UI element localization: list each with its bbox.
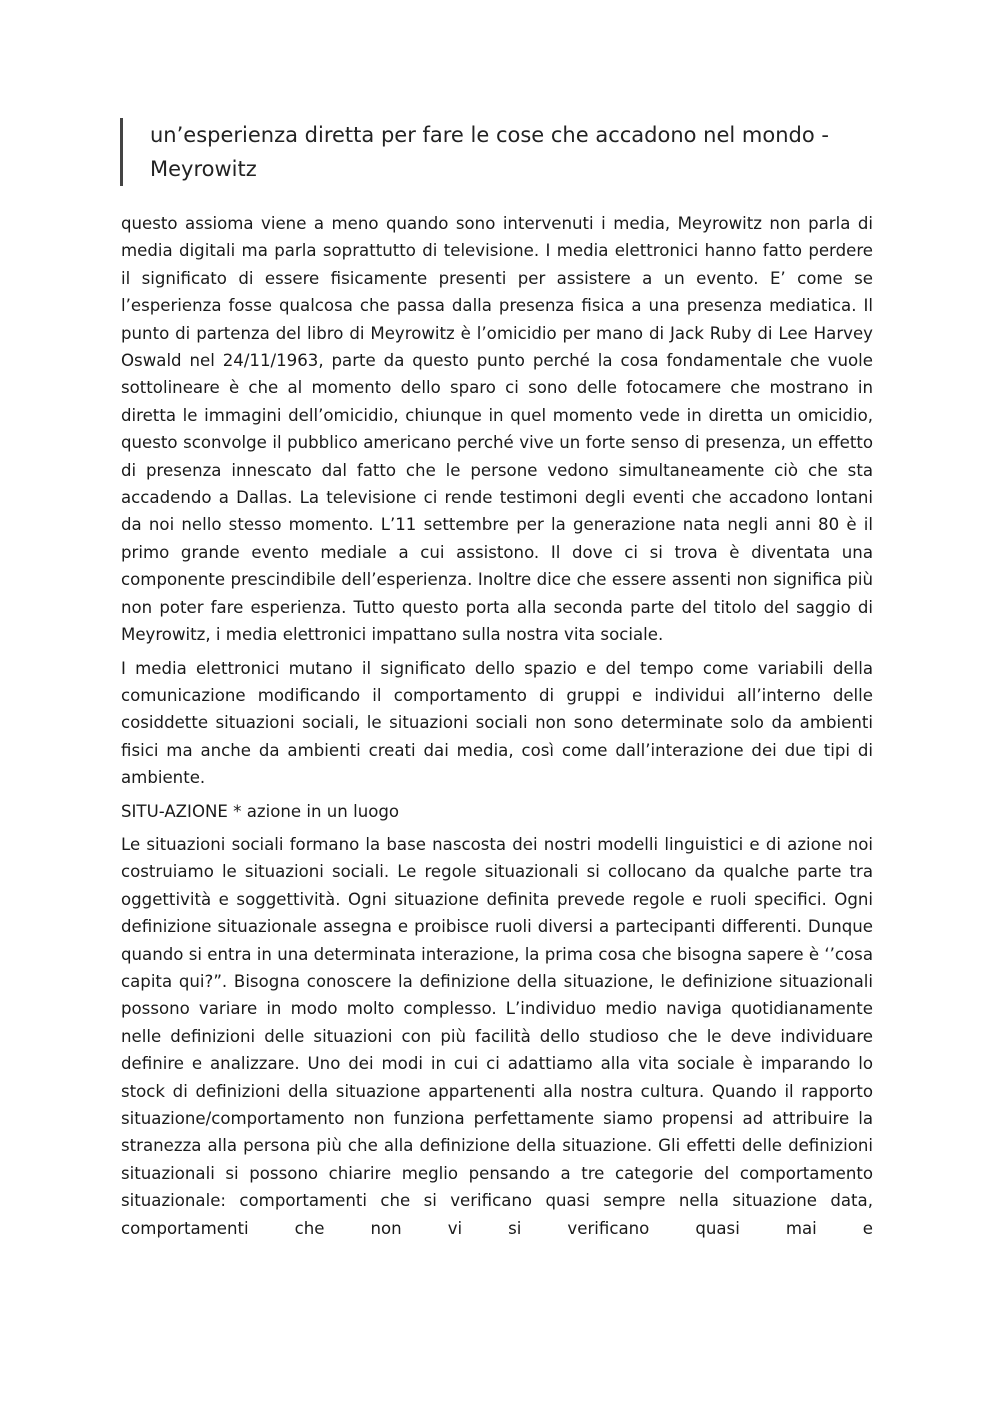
block-quote: un’esperienza diretta per fare le cose che accadono nel mondo - Meyrowitz <box>120 118 890 186</box>
paragraph: questo assioma viene a meno quando sono intervenuti i media, Meyrowitz non parla di media digitali ma parla soprattutto di televisione. I media elettronici hanno fatto perdere il significato di essere fisicamente presenti per assistere a un evento. E’ come se l’esperienza fosse qualcosa che passa dalla presenza fisica a una presenza mediatica. Il punto di partenza del libro di Meyrowitz è l’omicidio per mano di Jack Ruby di Lee Harvey Oswald nel 24/11/1963, parte da questo punto perché la cosa fondamentale che vuole sottolineare è che al momento dello sparo ci sono delle fotocamere che mostrano in diretta le immagini dell’omicidio, chiunque in quel momento vede in diretta un omicidio, questo sconvolge il pubblico americano perché vive un forte senso di presenza, un effetto di presenza innescato dal fatto che le persone vedono simultaneamente ciò che sta accadendo a Dallas. La televisione ci rende testimoni degli eventi che accadono lontani da noi nello stesso momento. L’11 settembre per la generazione nata negli anni 80 è il primo grande evento mediale a cui assistono. Il dove ci si trova è diventata una componente prescindibile dell’esperienza. Inoltre dice che essere assenti non significa più non poter fare esperienza. Tutto questo porta alla seconda parte del titolo del saggio di Meyrowitz, i media elettronici impattano sulla nostra vita sociale. <box>121 214 873 645</box>
paragraph: I media elettronici mutano il significato dello spazio e del tempo come variabili della comunicazione modificando il comportamento di gruppi e individui all’interno delle cosiddette situazioni sociali, le situazioni sociali non sono determinate solo da ambienti fisici ma anche da ambienti creati dai media, così come dall’interazione dei due tipi di ambiente. <box>121 658 873 788</box>
body-text <box>121 210 873 1248</box>
paragraph: Le situazioni sociali formano la base nascosta dei nostri modelli linguistici e di azione noi costruiamo le situazioni sociali. Le regole situazionali si collocano da qualche parte tra oggettività e soggettività. Ogni situazione definita prevede regole e ruoli specifici. Ogni definizione situazionale assegna e proibisce ruoli diversi a partecipanti differenti. Dunque quando si entra in una determinata interazione, la prima cosa che bisogna sapere è ‘’cosa capita qui?”. Bisogna conoscere la definizione della situazione, le definizione situazionali possono variare in modo molto complesso. L’individuo medio naviga quotidianamente nelle definizioni delle situazioni con più facilità dello studioso che le deve individuare definire e analizzare. Uno dei modi in cui ci adattiamo alla vita sociale è imparando lo stock di definizioni della situazione appartenenti alla nostra cultura. Quando il rapporto situazione/comportamento non funziona perfettamente siamo propensi ad attribuire la stranezza alla persona più che alla definizione della situazione. Gli effetti delle definizioni situazionali si possono chiarire meglio pensando a tre categorie del comportamento situazionale: comportamenti che si verificano quasi sempre nella situazione data, comportamenti che non vi si verificano quasi mai e <box>121 834 873 1238</box>
section-heading: SITU-AZIONE * azione in un luogo <box>121 801 400 821</box>
